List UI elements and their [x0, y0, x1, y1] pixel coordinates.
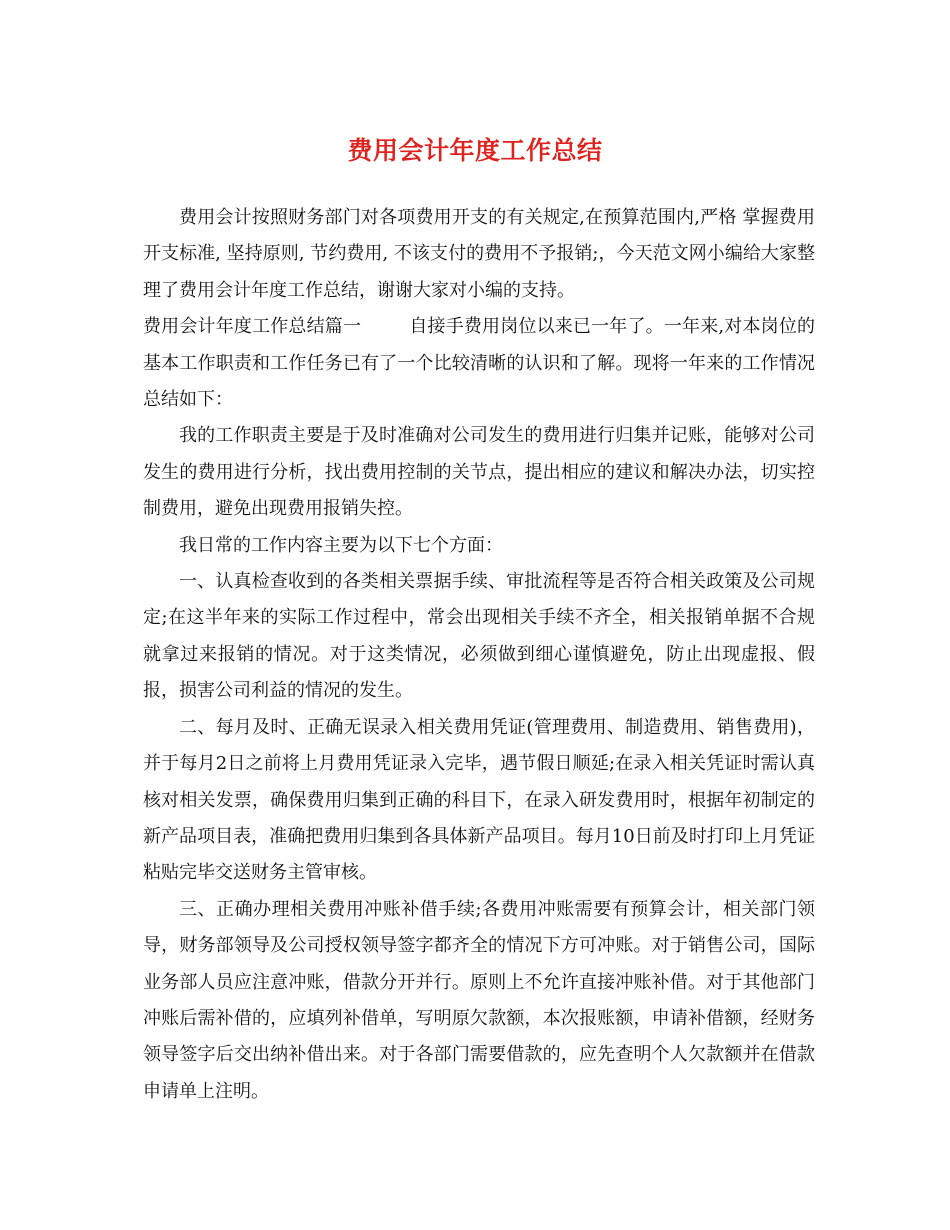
document-title: 费用会计年度工作总结 [347, 136, 603, 165]
section-paragraph [143, 309, 815, 418]
item-2-paragraph: 二、每月及时、正确无误录入相关费用凭证(管理费用、制造费用、销售费用)，并于每月2日之前将上月费用凭证录入完毕，遇节假日顺延;在录入相关凭证时需认真核对相关发票，确保费用归集到正确的科目下，在录入研发费用时，根据年初制定的新产品项目表，准确把费用归集到各具体新产品项目。每月10日前及时打印上月凭证粘贴完毕交送财务主管审核。 [143, 716, 815, 884]
section-intro: 自接手费用岗位以来已一年了。一年来,对本岗位的基本工作职责和工作任务已有了一个比较清晰的认识和了解。现将一年来的工作情况总结如下： [143, 316, 815, 411]
item-1-paragraph: 一、认真检查收到的各类相关票据手续、审批流程等是否符合相关政策及公司规定;在这半年来的实际工作过程中，常会出现相关手续不齐全，相关报销单据不合规就拿过来报销的情况。对于这类情况，必须做到细心谨慎避免，防止出现虚报、假报，损害公司利益的情况的发生。 [143, 571, 815, 702]
duties-paragraph: 我的工作职责主要是于及时准确对公司发生的费用进行归集并记账，能够对公司发生的费用进行分析，找出费用控制的关节点，提出相应的建议和解决办法，切实控制费用，避免出现费用报销失控。 [143, 425, 815, 520]
intro-paragraph: 费用会计按照财务部门对各项费用开支的有关规定,在预算范围内,严格 掌握费用开支标准, 坚持原则, 节约费用, 不该支付的费用不予报销;，今天范文网小编给大家整理了费用会计年度工作总结，谢谢大家对小编的支持。 [143, 207, 815, 301]
aspects-intro-paragraph: 我日常的工作内容主要为以下七个方面： [179, 534, 503, 556]
section-heading: 费用会计年度工作总结篇一 [143, 316, 362, 338]
item-3-paragraph: 三、正确办理相关费用冲账补借手续;各费用冲账需要有预算会计，相关部门领导，财务部领导及公司授权领导签字都齐全的情况下方可冲账。对于销售公司，国际业务部人员应注意冲账，借款分开并行。原则上不允许直接冲账补借。对于其他部门冲账后需补借的，应填列补借单，写明原欠款额，本次报账额，申请补借额，经财务领导签字后交出纳补借出来。对于各部门需要借款的，应先查明个人欠款额并在借款申请单上注明。 [143, 898, 815, 1102]
document-body [143, 200, 815, 1110]
